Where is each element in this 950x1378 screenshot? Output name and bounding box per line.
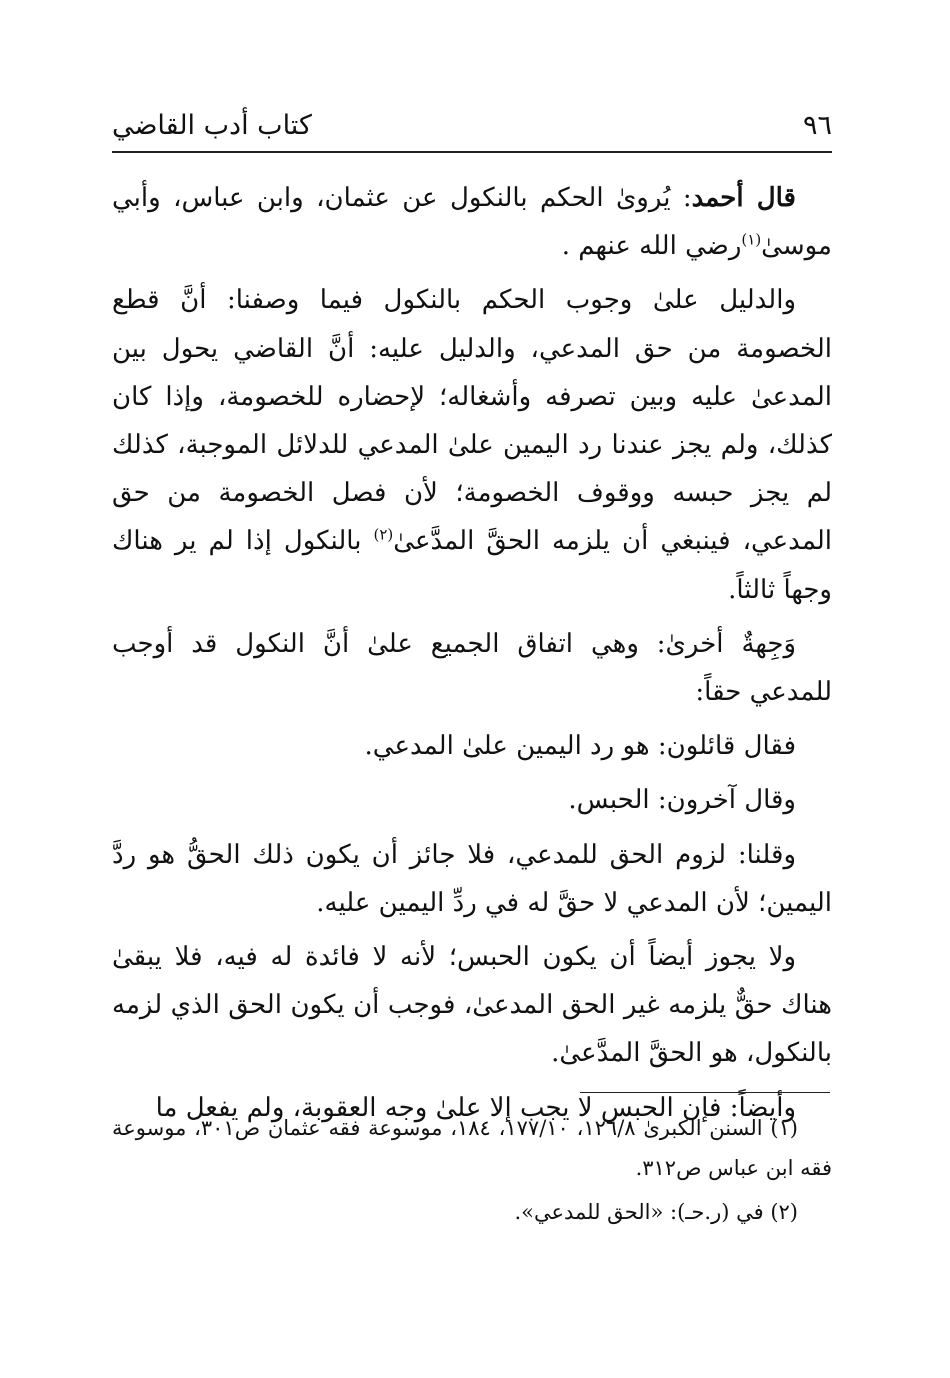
footnotes [112, 1108, 832, 1236]
footnote-2: (٢) في (ر.حـ): «الحق للمدعي». [514, 1200, 798, 1224]
paragraph-2-text-b: بالنكول إذا لم ير هناك وجهاً ثالثاً. [112, 526, 832, 605]
paragraph-2 [112, 276, 832, 613]
speaker-name: قال أحمد [691, 183, 796, 213]
paragraph-1 [112, 174, 832, 270]
paragraph-3: وَجِهةٌ أخرىٰ: وهي اتفاق الجميع علىٰ أنَّ النكول قد أوجب للمدعي حقاً: [112, 628, 832, 708]
paragraph-1-text-a: : يُروىٰ الحكم بالنكول عن عثمان، وابن عباس، وأبي موسىٰ [112, 183, 832, 262]
header-rule [112, 151, 832, 153]
paragraph-7: ولا يجوز أيضاً أن يكون الحبس؛ لأنه لا فائدة له فيه، فلا يبقىٰ هناك حقٌّ يلزمه غير الحق المدعىٰ، فوجب أن يكون الحق الذي لزمه بالنكول، هو الحقَّ المدَّعىٰ. [112, 942, 832, 1069]
running-title: كتاب أدب القاضي [112, 110, 312, 141]
footnote-ref-2[interactable]: (٢) [373, 525, 394, 544]
footnote-ref-1[interactable]: (١) [741, 230, 762, 249]
paragraph-5: وقال آخرون: الحبس. [568, 785, 796, 816]
paragraph-4: فقال قائلون: هو رد اليمين علىٰ المدعي. [364, 731, 796, 762]
paragraph-2-text-a: والدليل علىٰ وجوب الحكم بالنكول فيما وصفنا: أنَّ قطع الخصومة من حق المدعي، والدليل عليه: أنَّ القاضي يحول بين المدعىٰ عليه وبين تصرفه وأشغاله؛ لإحضاره للخصومة، وإذا كان كذلك، ولم يجز عندنا رد اليمين علىٰ المدعي للدلائل الموجبة، كذلك لم يجز حبسه ووقوف الخصومة؛ لأن فصل الخصومة من حق المدعي، فينبغي أن يلزمه الحقَّ المدَّعىٰ [112, 285, 832, 557]
page-number: ٩٦ [802, 110, 832, 141]
paragraph-6: وقلنا: لزوم الحق للمدعي، فلا جائز أن يكون ذلك الحقُّ هو ردَّ اليمين؛ لأن المدعي لا حقَّ له في ردِّ اليمين عليه. [112, 839, 832, 918]
page-header [112, 104, 832, 152]
footnote-1: (١) السنن الكبرىٰ ١٢٦/٨، ١٧٧/١٠، ١٨٤، موسوعة فقه عثمان ص٣٠١، موسوعة فقه ابن عباس ص٣١٢. [112, 1116, 832, 1180]
footnote-rule [580, 1092, 830, 1093]
paragraph-1-text-b: رضي الله عنهم . [561, 231, 742, 262]
main-text [112, 174, 832, 1138]
paragraph-8: وأيضاً: فإن الحبس لا يجب إلا علىٰ وجه العقوبة، ولم يفعل ما [155, 1092, 796, 1123]
